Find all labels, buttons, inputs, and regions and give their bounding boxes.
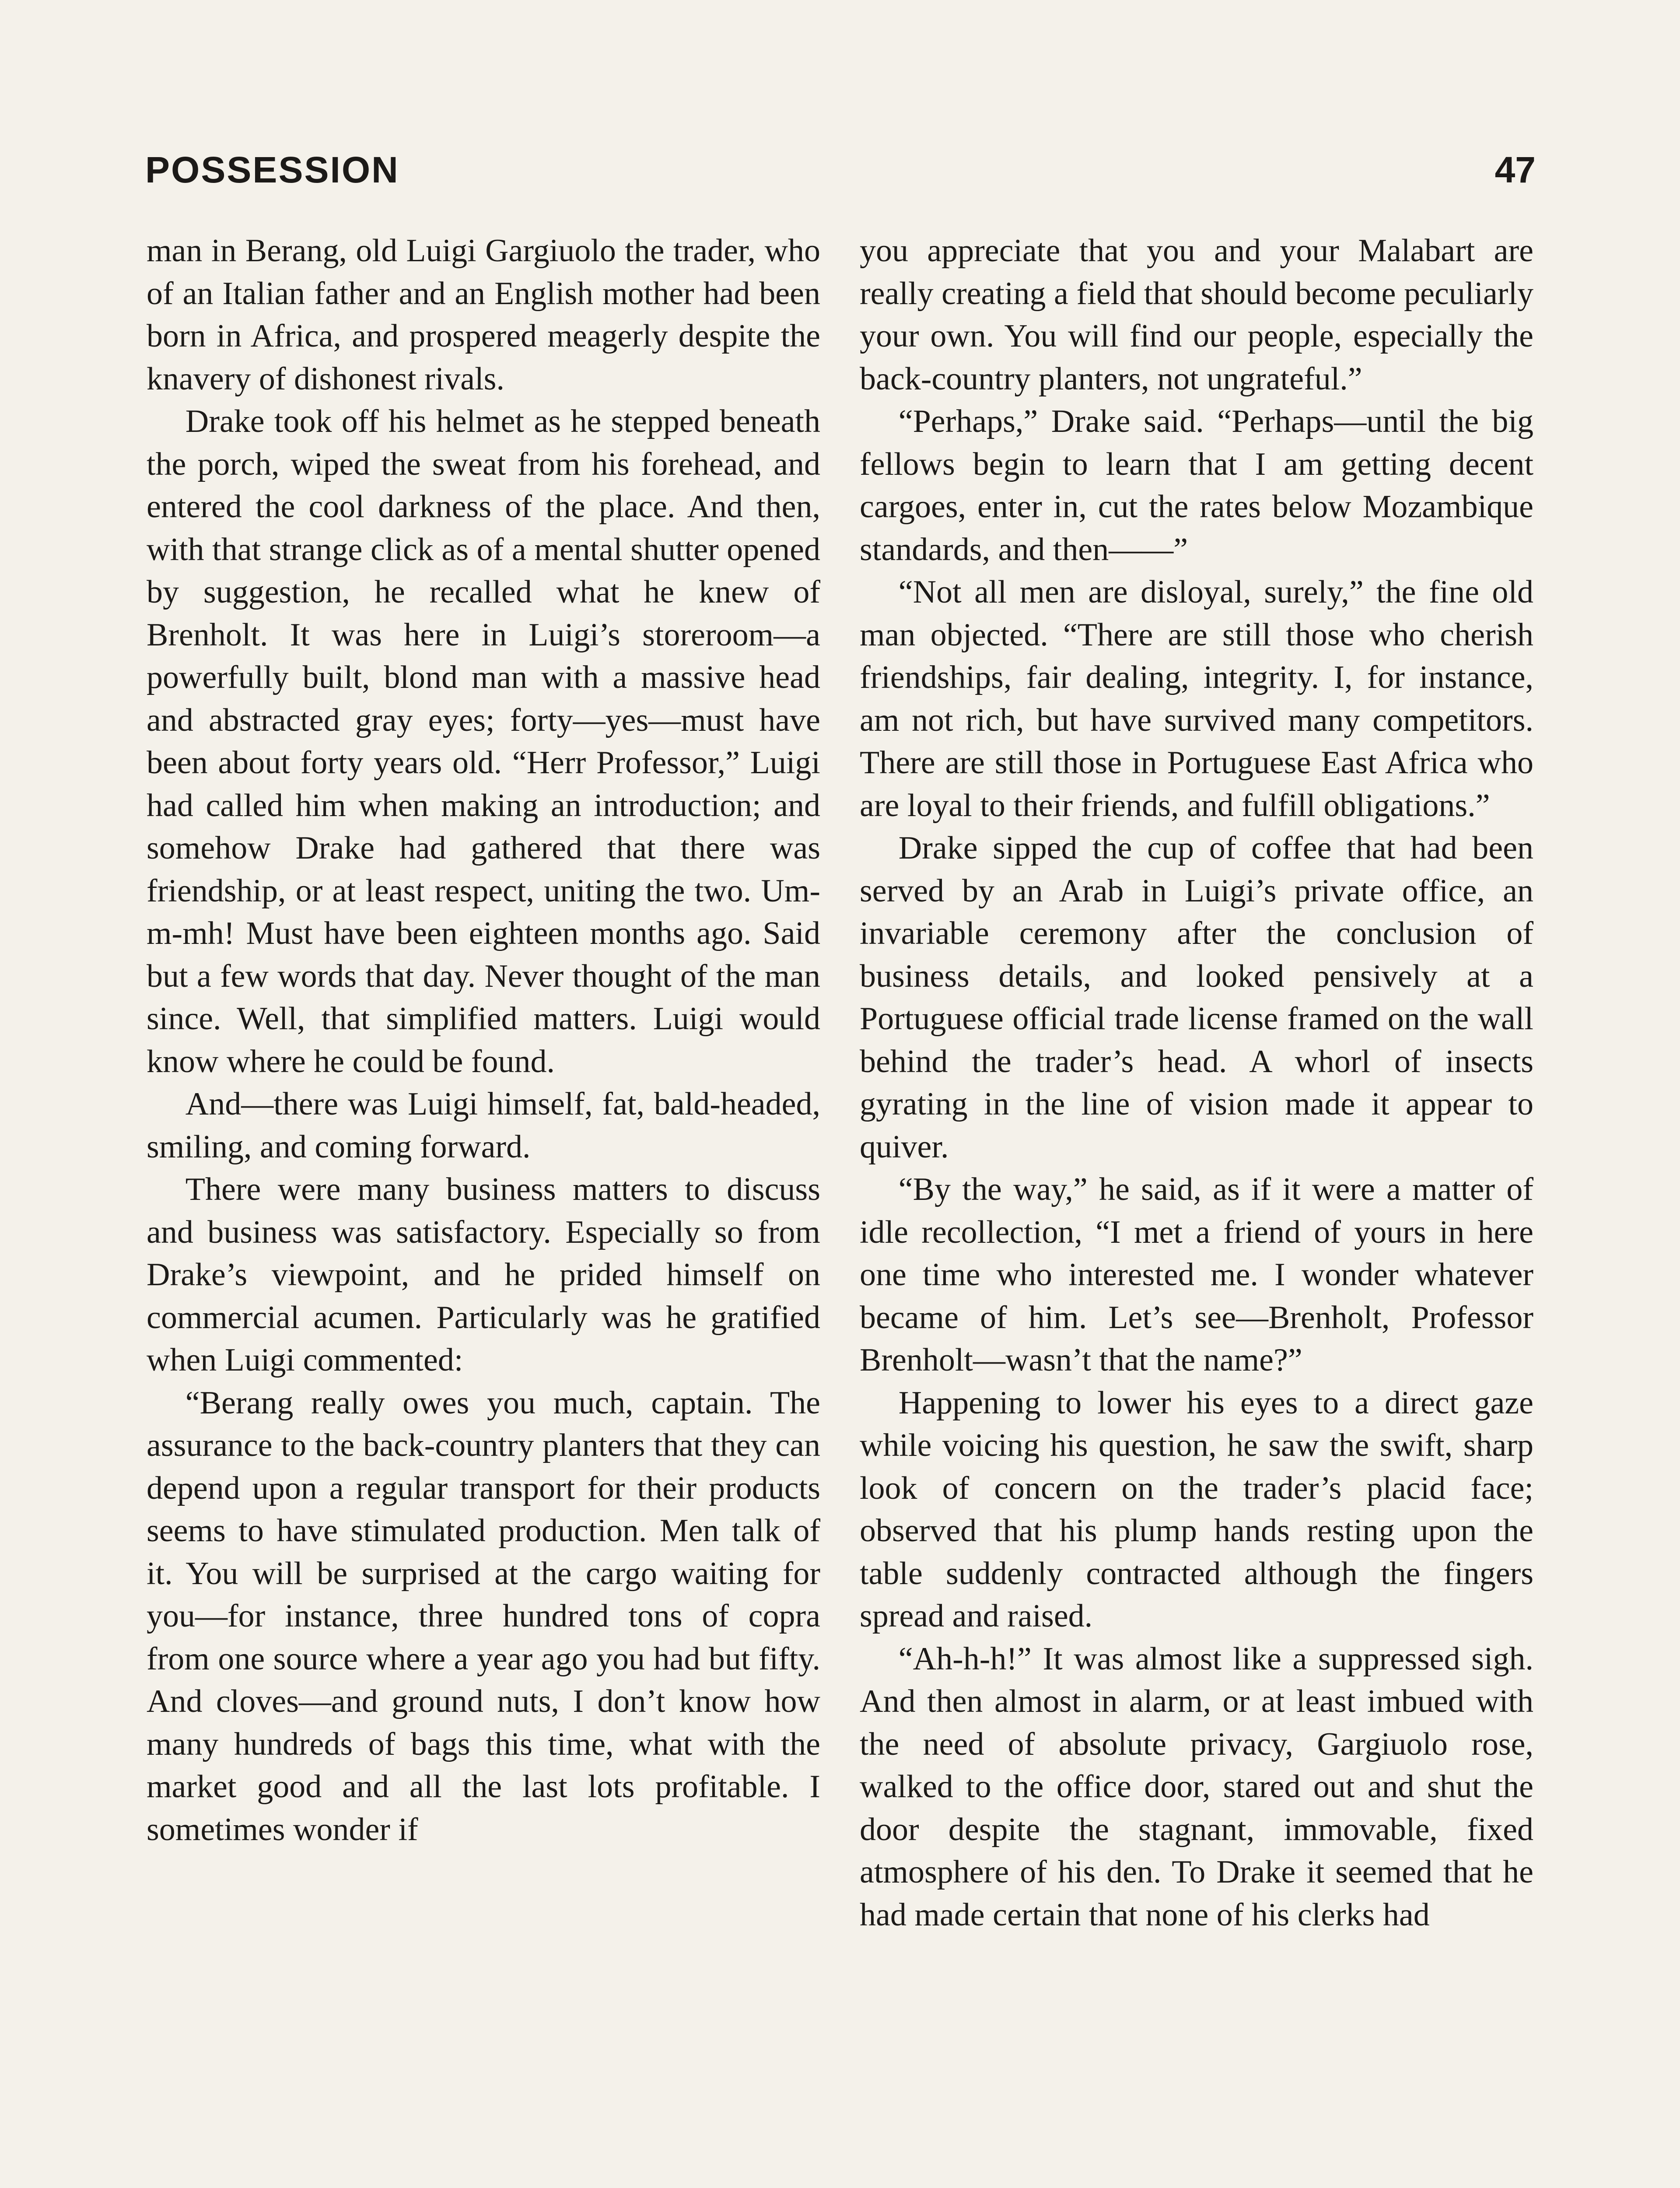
running-head: POSSESSION [145, 149, 399, 190]
paragraph: Drake sipped the cup of coffee that had been served by an Arab in Luigi’s private office, an invariable ceremony after the conclusion of business details, and looked pensively at a Portuguese official trade license framed on the wall behind the trader’s head. A whorl of insects gyrating in the line of vision made it appear to quiver. [860, 830, 1533, 1165]
page-number: 47 [1494, 149, 1536, 190]
paragraph: man in Berang, old Luigi Gargiuolo the trader, who of an Italian father and an English mother had been born in Africa, and prospered meagerly despite the knavery of dishonest rivals. [147, 233, 820, 397]
paragraph: “Perhaps,” Drake said. “Perhaps—until the big fellows begin to learn that I am getting decent cargoes, enter in, cut the rates below Mozambique standards, and then——” [860, 403, 1533, 568]
paragraph: There were many business matters to discuss and business was satisfactory. Especially so from Drake’s viewpoint, and he prided himself on commercial acumen. Particularly was he gratified when Luigi commented: [147, 1171, 820, 1378]
paragraph: “Berang really owes you much, captain. The assurance to the back-country planters that they can depend upon a regular transport for their products seems to have stimulated production. Men talk of it. You will be surprised at the cargo waiting for you—for instance, three hundred tons of copra from one source where a year ago you had but fifty. And cloves—and ground nuts, I don’t know how many hundreds of bags this time, what with the market good and all the last lots profitable. I sometimes wonder if [147, 1385, 820, 1848]
paragraph: you appreciate that you and your Malabart are really creating a field that should become peculiarly your own. You will find our people, especially the back-country planters, not ungrateful.” [860, 233, 1533, 397]
left-column [147, 230, 820, 1851]
paragraph: Drake took off his helmet as he stepped beneath the porch, wiped the sweat from his forehead, and entered the cool darkness of the place. And then, with that strange click as of a mental shutter opened by suggestion, he recalled what he knew of Brenholt. It was here in Luigi’s storeroom—a powerfully built, blond man with a massive head and abstracted gray eyes; forty—yes—must have been about forty years old. “Herr Professor,” Luigi had called him when making an introduction; and somehow Drake had gathered that there was friendship, or at least respect, uniting the two. Um-m-mh! Must have been eighteen months ago. Said but a few words that day. Never thought of the man since. Well, that simplified matters. Luigi would know where he could be found. [147, 403, 820, 1080]
paragraph: And—there was Luigi himself, fat, bald-headed, smiling, and coming forward. [147, 1086, 820, 1165]
paragraph: “Not all men are disloyal, surely,” the fine old man objected. “There are still those who cherish friendships, fair dealing, integrity. I, for instance, am not rich, but have survived many competitors. There are still those in Portuguese East Africa who are loyal to their friends, and fulfill obligations.” [860, 574, 1533, 824]
paragraph: Happening to lower his eyes to a direct gaze while voicing his question, he saw the swift, sharp look of concern on the trader’s placid face; observed that his plump hands resting upon the table suddenly contracted although the fingers spread and raised. [860, 1385, 1533, 1634]
paragraph: “By the way,” he said, as if it were a matter of idle recollection, “I met a friend of yours in here one time who interested me. I wonder whatever became of him. Let’s see—Brenholt, Professor Brenholt—wasn’t that the name?” [860, 1171, 1533, 1378]
right-column [860, 230, 1533, 1936]
paragraph: “Ah-h-h!” It was almost like a suppressed sigh. And then almost in alarm, or at least imbued with the need of absolute privacy, Gargiuolo rose, walked to the office door, stared out and shut the door despite the stagnant, immovable, fixed atmosphere of his den. To Drake it seemed that he had made certain that none of his clerks had [860, 1641, 1533, 1933]
page-header [145, 149, 1536, 201]
